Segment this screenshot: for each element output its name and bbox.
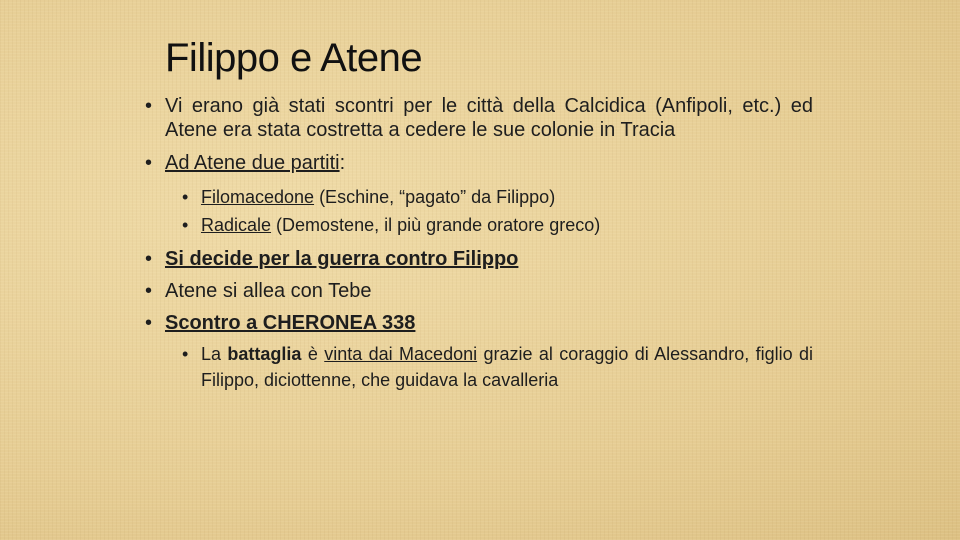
sub-bullet-text-underlined: vinta dai Macedoni [324,344,478,364]
bullet-text-bold-underlined: Scontro a CHERONEA 338 [165,312,416,334]
bullet-text-bold-underlined: Si decide per la guerra contro Filippo [165,248,519,270]
bullet-guerra [145,247,813,271]
bullet-cheronea [145,311,813,335]
sub-bullet-text: (Demostene, il più grande oratore greco) [271,215,601,235]
bullet-text: Atene si allea con Tebe [165,280,372,302]
sub-bullet-battaglia [145,341,813,393]
sub-bullet-text: grazie al coraggio di Alessandro, figlio di Filippo, diciottenne, che guidava la cavalleria [201,344,814,390]
sub-bullet-text: (Eschine, “pagato” da Filippo) [314,187,556,207]
bullet-text-underlined: Ad Atene due partiti [165,152,340,174]
sub-bullet-text: La [201,344,228,364]
sub-bullet-radicale [145,213,813,237]
bullet-calcidica [145,94,813,142]
bullet-tebe [145,279,813,303]
sub-bullet-text-underlined: Filomacedone [201,187,315,207]
sub-bullet-text-bold: battaglia [227,344,302,364]
sub-bullet-filomacedone [145,185,813,209]
sub-bullet-text: è [301,344,325,364]
bullet-text: Vi erano già stati scontri per le città della Calcidica (Anfipoli, etc.) ed Atene era stata costretta a cedere le sue colonie in Tracia [165,95,813,141]
slide-content [145,94,813,393]
sub-bullet-text-underlined: Radicale [201,215,272,235]
slide-title: Filippo e Atene [165,36,423,80]
bullet-text: : [339,152,346,174]
bullet-due-partiti [145,151,813,175]
